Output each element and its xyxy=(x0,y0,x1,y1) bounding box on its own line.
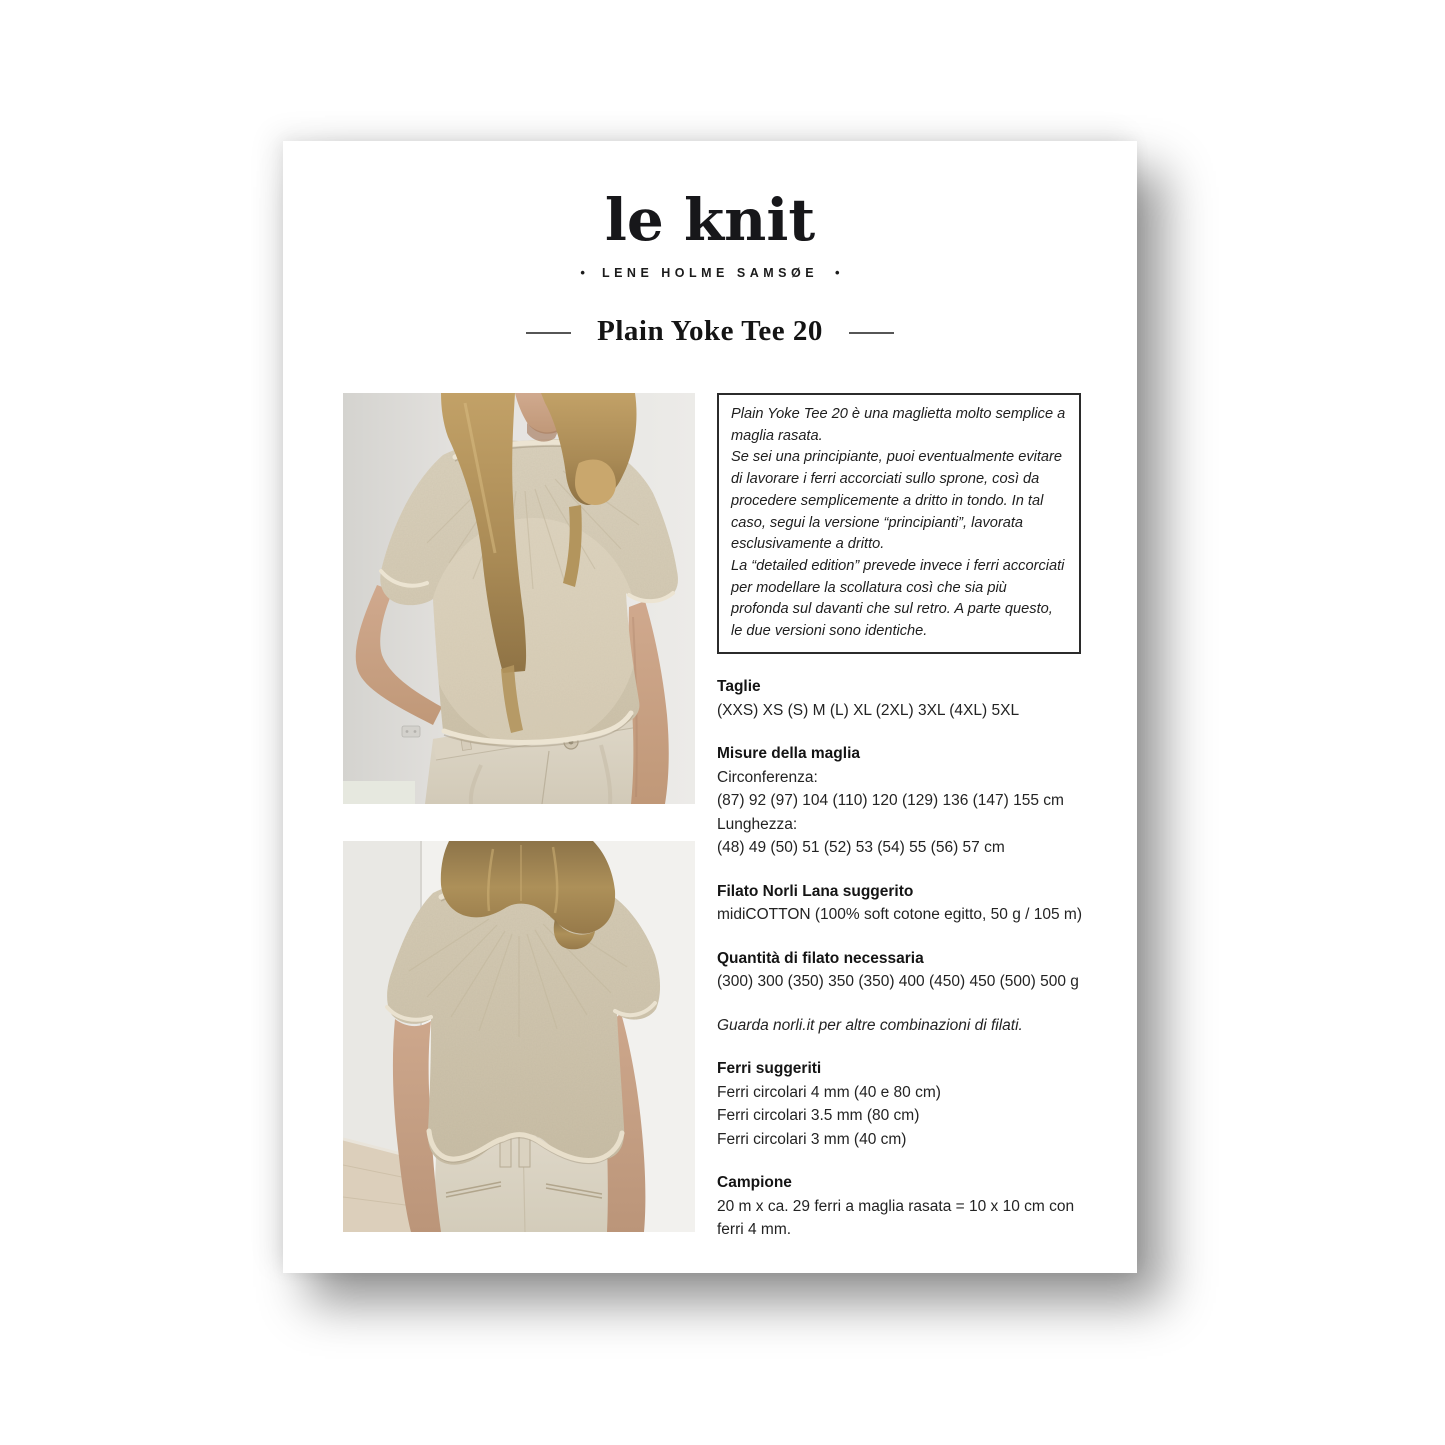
page-title: Plain Yoke Tee 20 xyxy=(597,315,823,347)
bullet-icon: • xyxy=(835,265,840,280)
bullet-icon: • xyxy=(580,265,585,280)
spec-line: (300) 300 (350) 350 (350) 400 (450) 450 (500) 500 g xyxy=(717,973,1079,990)
pattern-page xyxy=(283,141,1137,1273)
spec-line: Circonferenza: xyxy=(717,768,818,786)
spec-line: Ferri circolari 4 mm (40 e 80 cm) xyxy=(717,1083,941,1101)
section-yarn-note xyxy=(717,1014,1109,1038)
spec-line: (87) 92 (97) 104 (110) 120 (129) 136 (147) 155 cm xyxy=(717,792,1064,809)
section-heading: Quantità di filato necessaria xyxy=(717,949,924,967)
intro-paragraph: Plain Yoke Tee 20 è una maglietta molto semplice a maglia rasata. xyxy=(731,406,1066,444)
title-dash-right xyxy=(849,332,894,334)
photo-front-view xyxy=(343,393,695,804)
section-yarn xyxy=(717,880,1109,927)
section-heading: Campione xyxy=(717,1174,792,1191)
section-gauge xyxy=(717,1171,1109,1242)
intro-paragraph: La “detailed edition” prevede invece i ferri accorciati per modellare la scollatura così che sia più profonda sul davanti che sul retro. A parte questo, le due versioni sono identiche. xyxy=(731,557,1065,640)
front-photo-illustration xyxy=(343,393,695,804)
spec-line: 20 m x ca. 29 ferri a maglia rasata = 10 x 10 cm con xyxy=(717,1197,1075,1215)
yarn-note: Guarda norli.it per altre combinazioni di filati. xyxy=(717,1016,1023,1034)
section-measurements xyxy=(717,742,1109,860)
spec-line: Ferri circolari 3.5 mm (80 cm) xyxy=(717,1107,920,1124)
pattern-intro-box xyxy=(717,393,1081,654)
intro-paragraph: Se sei una principiante, puoi eventualmente evitare di lavorare i ferri accorciati sullo sprone, così da procedere semplicemente a dritto in tondo. In tal caso, segui la versione “principianti”, lavorata esclusivamente a dritto. xyxy=(731,449,1063,553)
spec-line: midiCOTTON (100% soft cotone egitto, 50 g / 105 m) xyxy=(717,906,1082,923)
baseboard xyxy=(343,781,415,804)
title-dash-left xyxy=(526,332,571,334)
outlet xyxy=(402,726,420,737)
brand-tagline-text: LENE HOLME SAMSØE xyxy=(601,265,819,280)
back-photo-illustration xyxy=(343,841,695,1232)
brand-tagline xyxy=(283,265,1137,280)
pattern-specs xyxy=(717,675,1109,1262)
spec-line: Ferri circolari 3 mm (40 cm) xyxy=(717,1130,907,1148)
section-yarn-amount xyxy=(717,947,1109,994)
section-heading: Filato Norli Lana suggerito xyxy=(717,882,914,900)
spec-line: (48) 49 (50) 51 (52) 53 (54) 55 (56) 57 cm xyxy=(717,839,1005,856)
photo-back-view xyxy=(343,841,695,1232)
spec-line: Lunghezza: xyxy=(717,815,798,833)
spec-line: (XXS) XS (S) M (L) XL (2XL) 3XL (4XL) 5XL xyxy=(717,701,1020,719)
brand-logo: le knit xyxy=(604,186,816,254)
spec-line: ferri 4 mm. xyxy=(717,1221,792,1238)
pattern-title-row xyxy=(283,315,1137,348)
section-sizes xyxy=(717,675,1109,722)
section-heading: Taglie xyxy=(717,678,761,695)
section-heading: Ferri suggeriti xyxy=(717,1060,822,1077)
section-needles xyxy=(717,1057,1109,1151)
section-heading: Misure della maglia xyxy=(717,745,860,762)
